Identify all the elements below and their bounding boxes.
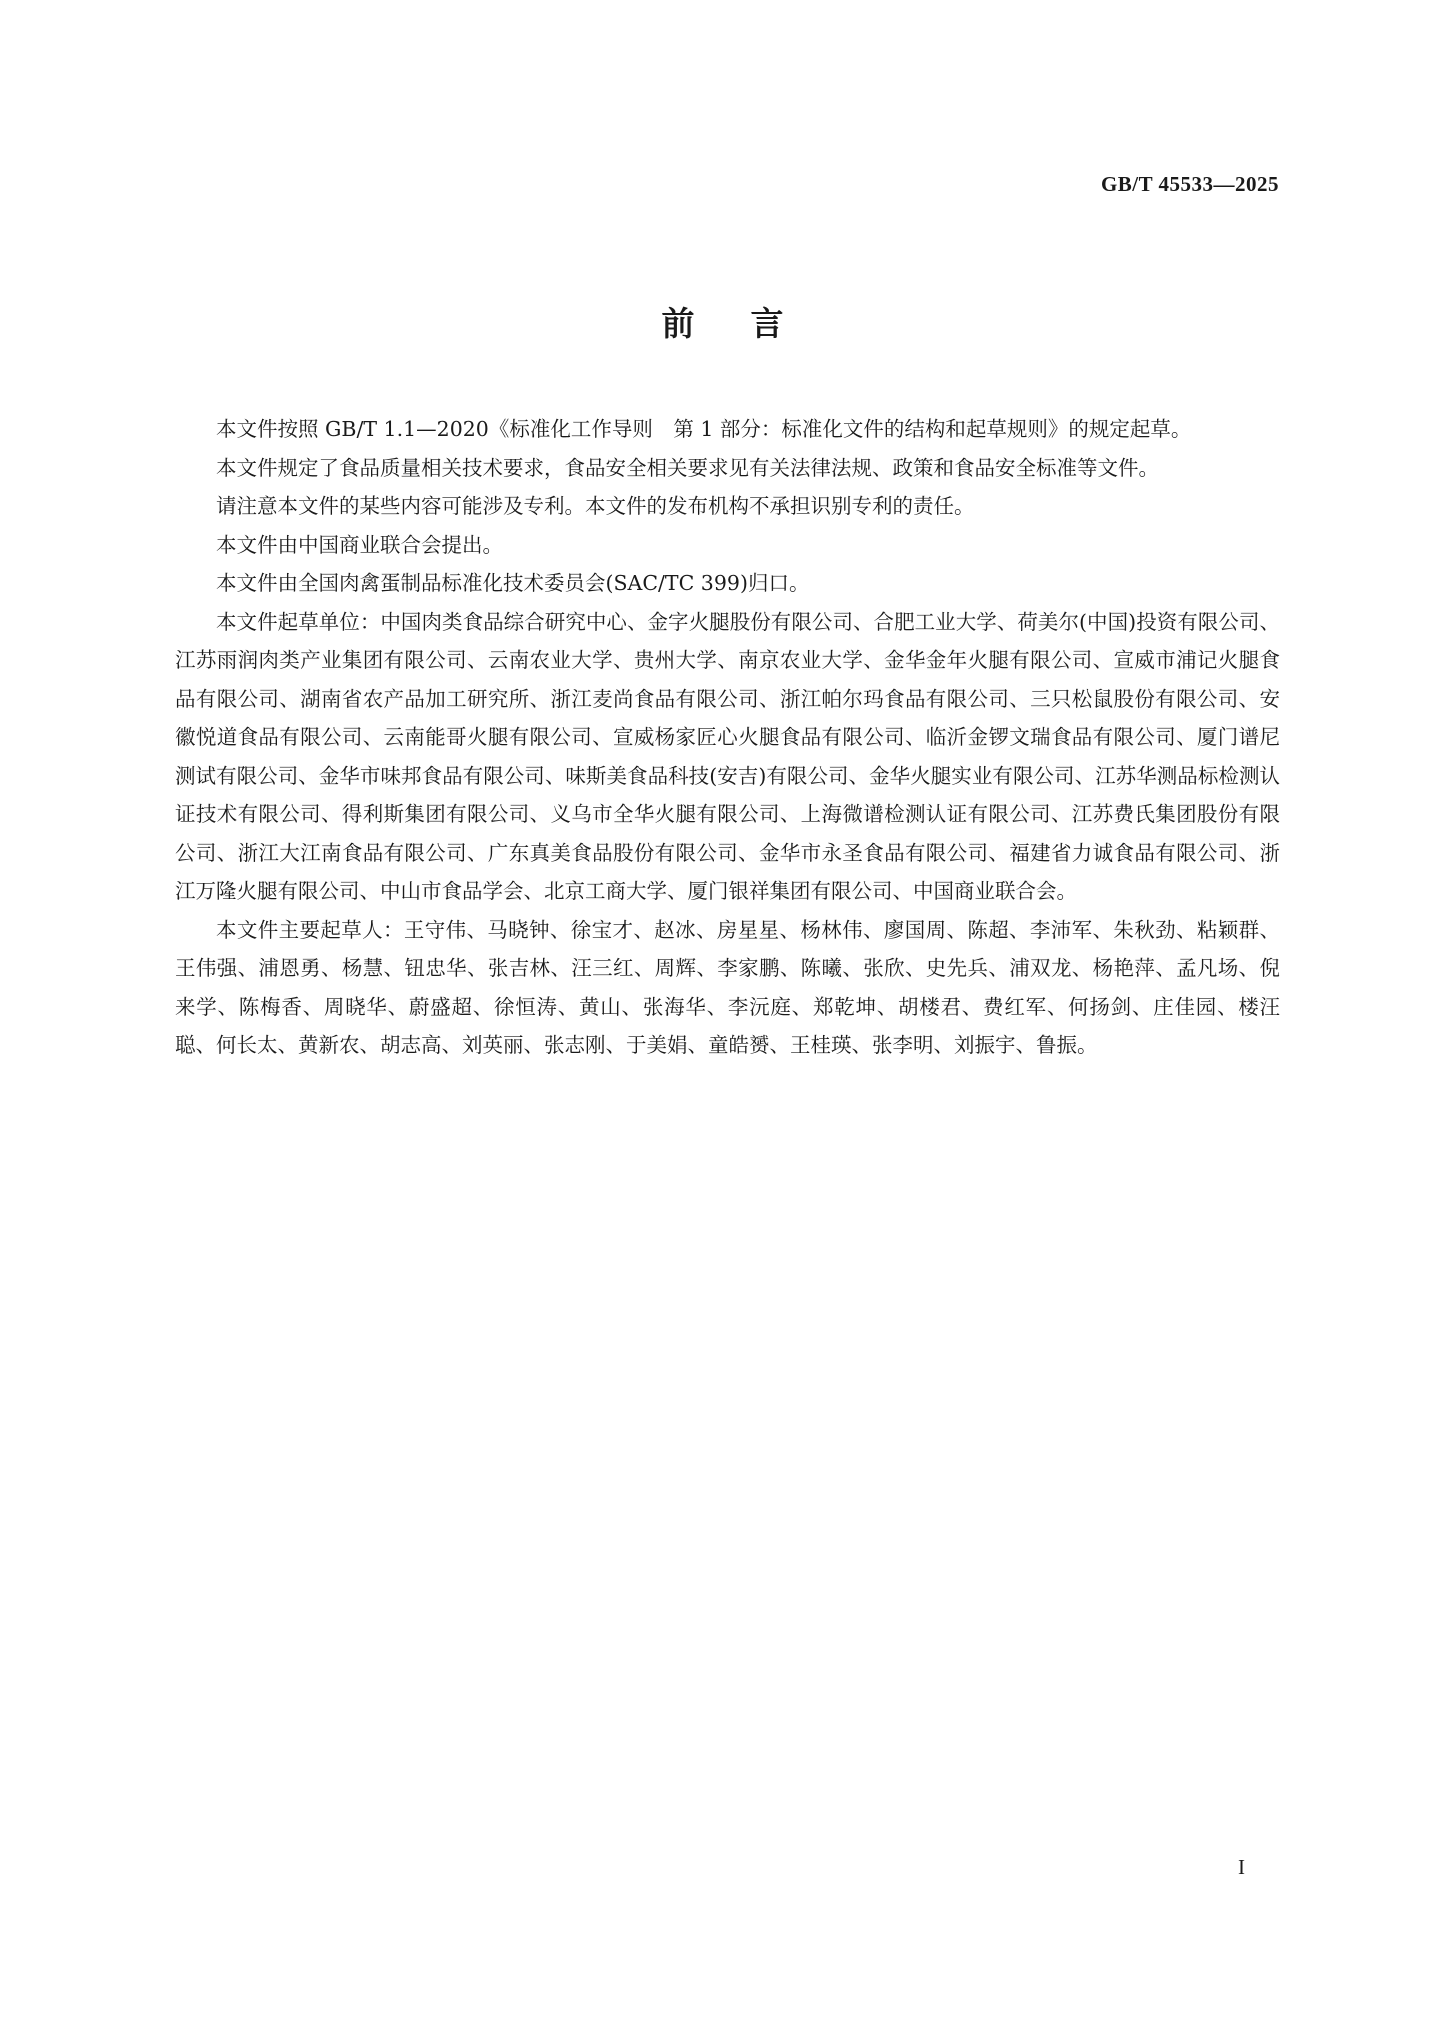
paragraph-committee: 本文件由全国肉禽蛋制品标准化技术委员会(SAC/TC 399)归口。 bbox=[216, 571, 810, 595]
paragraph-patent-notice: 请注意本文件的某些内容可能涉及专利。本文件的发布机构不承担识别专利的责任。 bbox=[216, 494, 975, 518]
paragraph-drafting-rules: 本文件按照 GB/T 1.1—2020《标准化工作导则 第 1 部分：标准化文件的结构和起草规则》的规定起草。 bbox=[216, 417, 1192, 441]
page-title: 前言 bbox=[661, 304, 840, 343]
paragraph-drafters: 本文件主要起草人：王守伟、马晓钟、徐宝才、赵冰、房星星、杨林伟、廖国周、陈超、李沛军、朱秋劲、粘颖群、王伟强、浦恩勇、杨慧、钮忠华、张吉林、汪三红、周辉、李家鹏、陈曦、张欣、史先兵、浦双龙、杨艳萍、孟凡场、倪来学、陈梅香、周晓华、蔚盛超、徐恒涛、黄山、张海华、李沅庭、郑乾坤、胡楼君、费红军、何扬剑、庄佳园、楼汪聪、何长太、黄新农、胡志高、刘英丽、张志刚、于美娟、童皓赟、王桂瑛、张李明、刘振宇、鲁振。 bbox=[175, 917, 1280, 1057]
paragraph-drafting-units: 本文件起草单位：中国肉类食品综合研究中心、金字火腿股份有限公司、合肥工业大学、荷美尔(中国)投资有限公司、江苏雨润肉类产业集团有限公司、云南农业大学、贵州大学、南京农业大学、金华金年火腿有限公司、宣威市浦记火腿食品有限公司、湖南省农产品加工研究所、浙江麦尚食品有限公司、浙江帕尔玛食品有限公司、三只松鼠股份有限公司、安徽悦道食品有限公司、云南能哥火腿有限公司、宣威杨家匠心火腿食品有限公司、临沂金锣文瑞食品有限公司、厦门谱尼测试有限公司、金华市味邦食品有限公司、味斯美食品科技(安吉)有限公司、金华火腿实业有限公司、江苏华测品标检测认证技术有限公司、得利斯集团有限公司、义乌市全华火腿有限公司、上海微谱检测认证有限公司、江苏费氏集团股份有限公司、浙江大江南食品有限公司、广东真美食品股份有限公司、金华市永圣食品有限公司、福建省力诚食品有限公司、浙江万隆火腿有限公司、中山市食品学会、北京工商大学、厦门银祥集团有限公司、中国商业联合会。 bbox=[175, 609, 1280, 903]
page-number: I bbox=[1238, 1855, 1245, 1879]
paragraph-scope: 本文件规定了食品质量相关技术要求，食品安全相关要求见有关法律法规、政策和食品安全标准等文件。 bbox=[216, 455, 1159, 480]
foreword-body bbox=[175, 410, 1280, 1065]
standard-code: GB/T 45533—2025 bbox=[1100, 172, 1279, 196]
paragraph-proposer: 本文件由中国商业联合会提出。 bbox=[216, 532, 503, 557]
